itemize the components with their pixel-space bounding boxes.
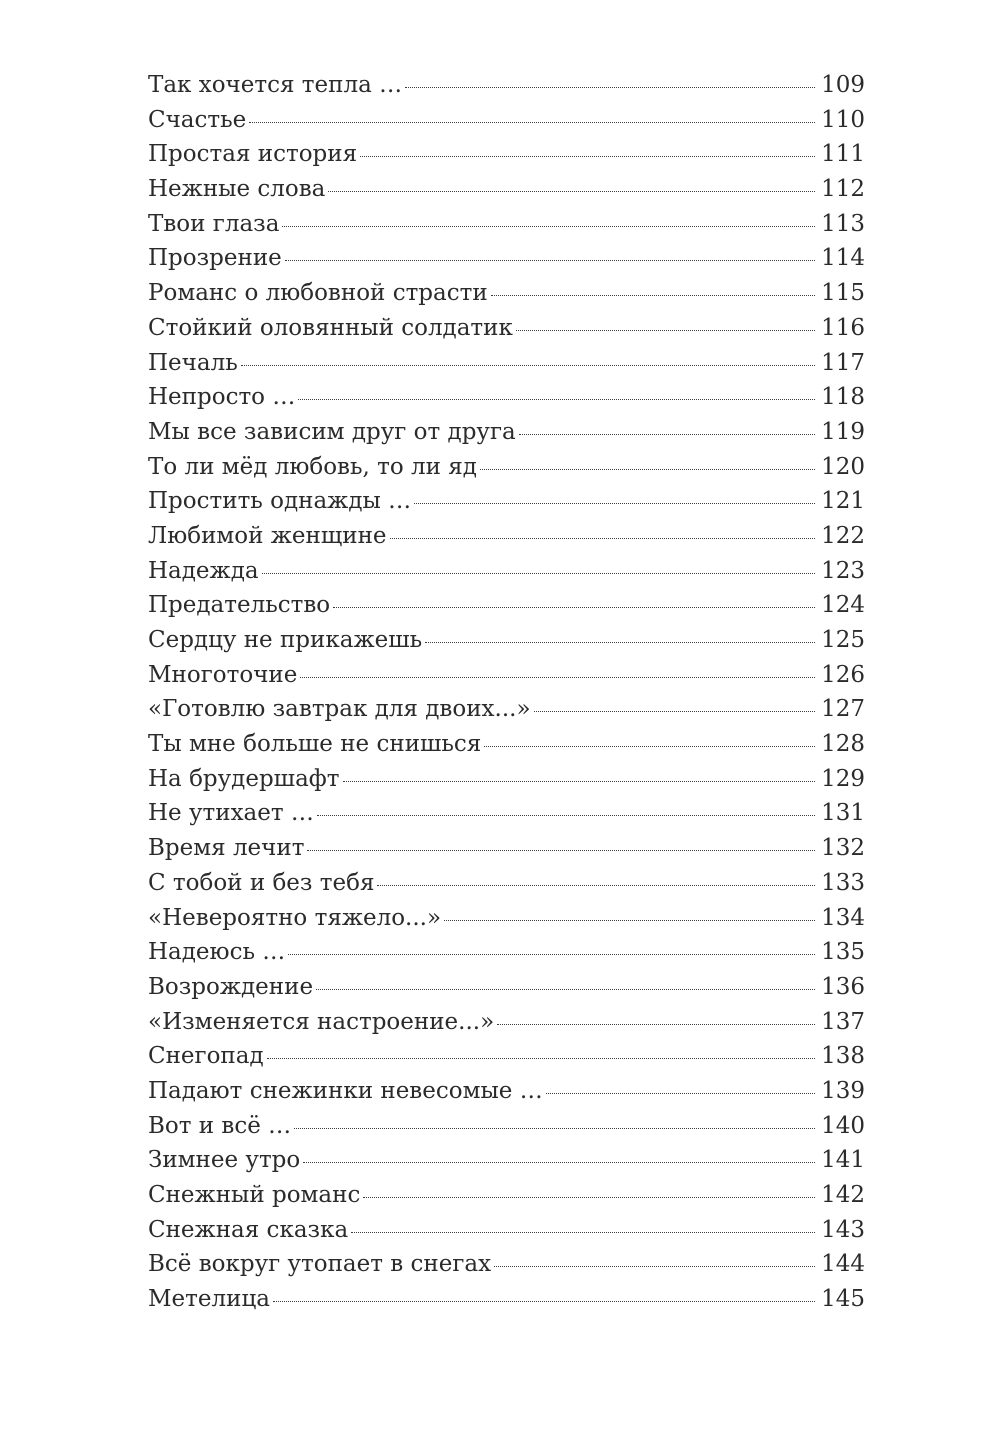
toc-entry-page: 122 bbox=[821, 522, 865, 549]
toc-entry-page: 134 bbox=[821, 904, 865, 931]
toc-entry-title: Простить однажды … bbox=[148, 488, 412, 515]
toc-entry bbox=[148, 558, 865, 593]
toc-entry-title: Непросто … bbox=[148, 384, 296, 411]
toc-entry bbox=[148, 280, 865, 315]
toc-entry-page: 142 bbox=[821, 1182, 865, 1208]
toc-entry-title: Романс о любовной страсти bbox=[148, 280, 488, 307]
toc-entry-title: Простая история bbox=[148, 141, 358, 168]
toc-entry-title: Сердцу не прикажешь bbox=[148, 627, 423, 653]
dot-leader bbox=[377, 885, 815, 886]
toc-entry bbox=[148, 1078, 865, 1113]
dot-leader bbox=[316, 989, 815, 990]
toc-entry-title: С тобой и без тебя bbox=[148, 869, 375, 896]
dot-leader bbox=[480, 469, 815, 470]
toc-entry bbox=[148, 107, 865, 142]
dot-leader bbox=[414, 503, 815, 504]
toc-entry-title: Возрождение bbox=[148, 973, 314, 1000]
toc-entry-page: 131 bbox=[821, 800, 865, 827]
toc-entry bbox=[148, 1217, 865, 1252]
dot-leader bbox=[328, 191, 815, 192]
toc-entry bbox=[148, 662, 865, 697]
toc-entry-page: 111 bbox=[821, 141, 865, 168]
dot-leader bbox=[288, 954, 815, 955]
dot-leader bbox=[519, 434, 815, 435]
toc-entry-page: 138 bbox=[821, 1043, 865, 1070]
toc-entry bbox=[148, 315, 865, 350]
dot-leader bbox=[425, 642, 815, 643]
toc-entry bbox=[148, 870, 865, 905]
toc-entry-page: 115 bbox=[821, 280, 865, 307]
toc-entry-title: Прозрение bbox=[148, 245, 282, 272]
toc-entry-title: Не утихает … bbox=[148, 800, 314, 827]
toc-entry bbox=[148, 766, 865, 801]
toc-entry-title: Предательство bbox=[148, 592, 331, 619]
toc-entry-page: 143 bbox=[821, 1216, 865, 1243]
toc-entry-page: 116 bbox=[821, 314, 865, 341]
dot-leader bbox=[298, 399, 815, 400]
dot-leader bbox=[405, 87, 815, 88]
dot-leader bbox=[516, 330, 815, 331]
toc-entry bbox=[148, 731, 865, 766]
toc-entry-title: Так хочется тепла … bbox=[148, 72, 403, 98]
toc-entry bbox=[148, 1043, 865, 1078]
toc-entry-title: «Изменяется настроение...» bbox=[148, 1008, 495, 1035]
dot-leader bbox=[494, 1266, 815, 1267]
dot-leader bbox=[282, 226, 815, 227]
toc-entry bbox=[148, 141, 865, 176]
toc-entry bbox=[148, 454, 865, 489]
toc-entry bbox=[148, 1286, 865, 1321]
toc-entry-page: 113 bbox=[821, 210, 865, 237]
toc-entry bbox=[148, 835, 865, 870]
toc-entry-title: «Невероятно тяжело...» bbox=[148, 904, 442, 931]
toc-entry-page: 136 bbox=[821, 973, 865, 1000]
toc-entry-title: Многоточие bbox=[148, 661, 298, 688]
toc-entry-page: 133 bbox=[821, 869, 865, 896]
dot-leader bbox=[300, 677, 815, 678]
dot-leader bbox=[444, 920, 815, 921]
toc-entry-page: 112 bbox=[821, 176, 865, 203]
toc-entry bbox=[148, 488, 865, 523]
dot-leader bbox=[360, 156, 815, 157]
toc-entry-page: 145 bbox=[821, 1286, 865, 1313]
toc-entry-page: 125 bbox=[821, 627, 865, 653]
toc-entry bbox=[148, 1009, 865, 1044]
toc-entry bbox=[148, 1182, 865, 1217]
toc-entry-title: То ли мёд любовь, то ли яд bbox=[148, 453, 477, 480]
dot-leader bbox=[491, 295, 815, 296]
dot-leader bbox=[497, 1024, 815, 1025]
dot-leader bbox=[267, 1058, 815, 1059]
dot-leader bbox=[241, 365, 815, 366]
toc-entry bbox=[148, 1147, 865, 1182]
toc-entry-page: 121 bbox=[821, 488, 865, 515]
dot-leader bbox=[285, 260, 815, 261]
toc-entry-page: 109 bbox=[821, 72, 865, 98]
toc-entry-page: 129 bbox=[821, 765, 865, 792]
toc-entry-title: Надеюсь … bbox=[148, 939, 286, 966]
toc-entry-title: Печаль bbox=[148, 349, 238, 376]
toc-entry-page: 119 bbox=[821, 418, 865, 445]
dot-leader bbox=[249, 122, 815, 123]
toc-entry-page: 128 bbox=[821, 731, 865, 758]
toc-entry-title: Любимой женщине bbox=[148, 522, 387, 549]
dot-leader bbox=[303, 1162, 815, 1163]
toc-entry-page: 118 bbox=[821, 384, 865, 411]
toc-entry-page: 139 bbox=[821, 1077, 865, 1104]
dot-leader bbox=[262, 573, 816, 574]
toc-entry-title: Снежная сказка bbox=[148, 1216, 349, 1243]
toc-entry-title: Всё вокруг утопает в снегах bbox=[148, 1251, 492, 1278]
toc-entry-page: 126 bbox=[821, 661, 865, 688]
dot-leader bbox=[390, 538, 816, 539]
toc-entry-page: 123 bbox=[821, 557, 865, 584]
dot-leader bbox=[273, 1301, 815, 1302]
toc-entry bbox=[148, 696, 865, 731]
toc-entry bbox=[148, 627, 865, 662]
toc-entry-page: 114 bbox=[821, 245, 865, 272]
dot-leader bbox=[534, 711, 816, 712]
toc-entry-page: 127 bbox=[821, 696, 865, 723]
dot-leader bbox=[307, 850, 815, 851]
dot-leader bbox=[546, 1093, 815, 1094]
toc-entry-title: Надежда bbox=[148, 557, 259, 584]
toc-entry bbox=[148, 72, 865, 107]
toc-entry bbox=[148, 592, 865, 627]
dot-leader bbox=[294, 1128, 815, 1129]
toc-entry-title: Снегопад bbox=[148, 1043, 264, 1070]
toc-entry-title: Вот и всё … bbox=[148, 1112, 292, 1139]
toc-entry bbox=[148, 211, 865, 246]
toc-entry bbox=[148, 939, 865, 974]
toc-entry bbox=[148, 245, 865, 280]
toc-entry-page: 132 bbox=[821, 835, 865, 862]
toc-entry-title: Падают снежинки невесомые … bbox=[148, 1077, 543, 1104]
table-of-contents bbox=[148, 72, 865, 1321]
toc-entry-title: «Готовлю завтрак для двоих...» bbox=[148, 696, 531, 723]
toc-entry-page: 120 bbox=[821, 453, 865, 480]
toc-entry-page: 117 bbox=[821, 349, 865, 376]
toc-entry-page: 135 bbox=[821, 939, 865, 966]
toc-entry bbox=[148, 384, 865, 419]
toc-entry bbox=[148, 350, 865, 385]
toc-entry-title: Нежные слова bbox=[148, 176, 326, 203]
toc-entry bbox=[148, 523, 865, 558]
toc-entry bbox=[148, 974, 865, 1009]
toc-entry bbox=[148, 176, 865, 211]
toc-entry-title: Счастье bbox=[148, 106, 247, 133]
toc-entry-title: Стойкий оловянный солдатик bbox=[148, 314, 513, 341]
toc-entry bbox=[148, 1251, 865, 1286]
toc-entry-title: Мы все зависим друг от друга bbox=[148, 418, 516, 445]
dot-leader bbox=[333, 607, 815, 608]
toc-entry bbox=[148, 800, 865, 835]
toc-entry-title: Твои глаза bbox=[148, 210, 280, 237]
toc-entry-title: Метелица bbox=[148, 1286, 270, 1313]
dot-leader bbox=[363, 1197, 815, 1198]
toc-entry-title: Зимнее утро bbox=[148, 1147, 301, 1174]
toc-entry-page: 110 bbox=[821, 106, 865, 133]
toc-entry bbox=[148, 1113, 865, 1148]
toc-entry-page: 124 bbox=[821, 592, 865, 619]
toc-entry-page: 141 bbox=[821, 1147, 865, 1174]
toc-entry-page: 140 bbox=[821, 1112, 865, 1139]
dot-leader bbox=[317, 815, 815, 816]
toc-entry bbox=[148, 905, 865, 940]
toc-entry-title: На брудершафт bbox=[148, 765, 340, 792]
toc-entry bbox=[148, 419, 865, 454]
dot-leader bbox=[484, 746, 815, 747]
dot-leader bbox=[343, 781, 816, 782]
toc-entry-title: Время лечит bbox=[148, 835, 305, 862]
toc-entry-page: 137 bbox=[821, 1008, 865, 1035]
dot-leader bbox=[351, 1232, 815, 1233]
toc-entry-title: Ты мне больше не снишься bbox=[148, 731, 482, 758]
toc-entry-title: Снежный романс bbox=[148, 1182, 361, 1208]
toc-entry-page: 144 bbox=[821, 1251, 865, 1278]
